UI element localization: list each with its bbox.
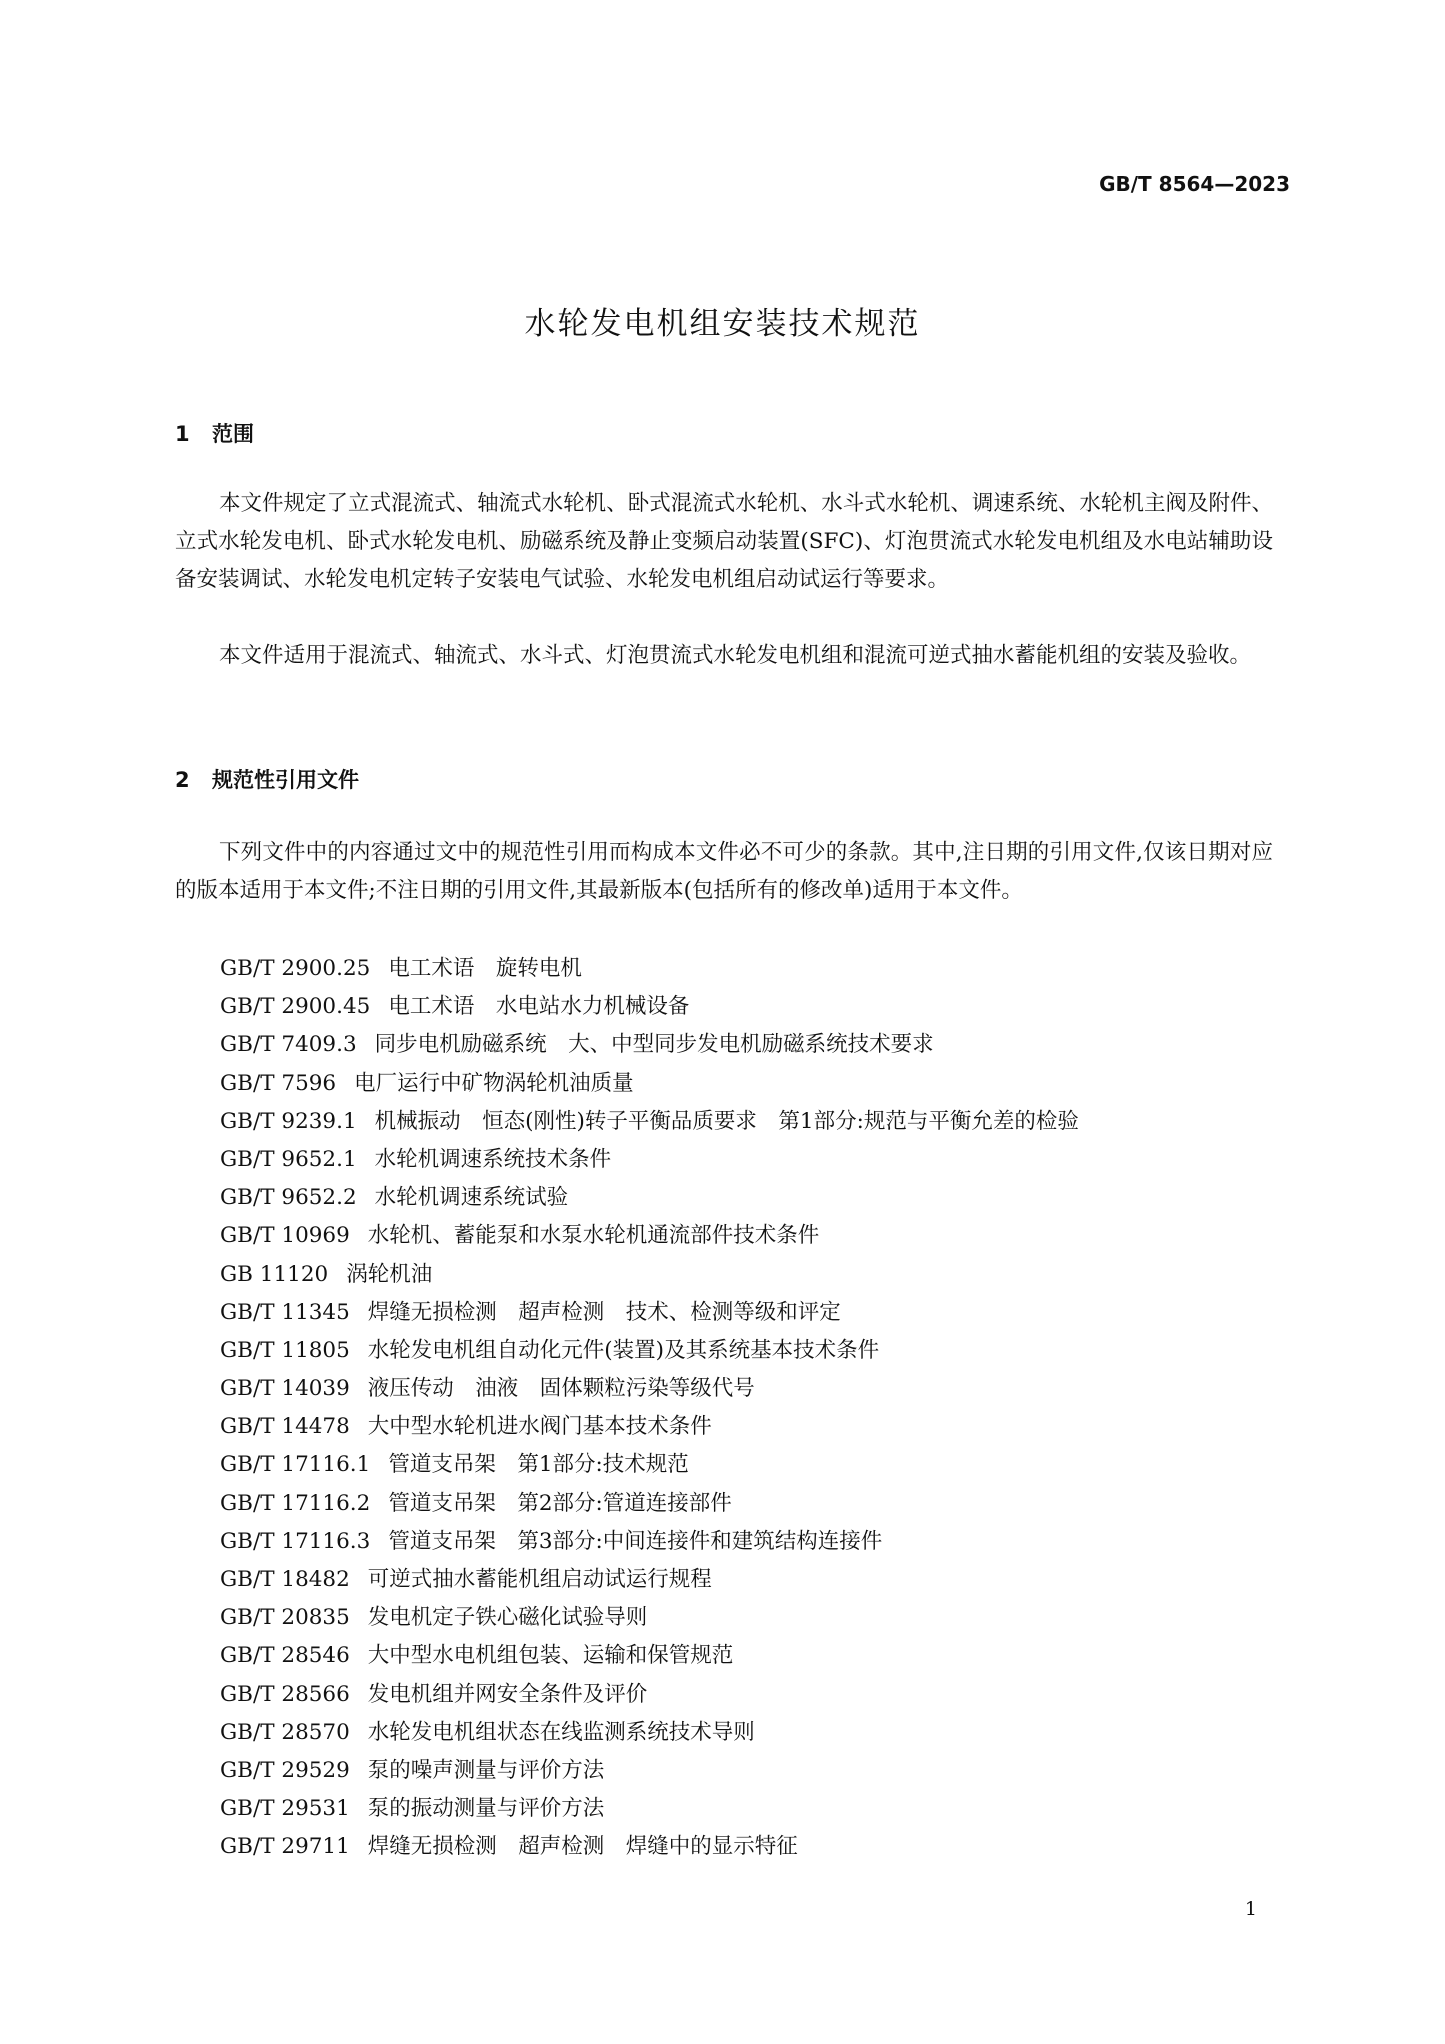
section-heading-scope [175, 418, 254, 448]
reference-item [220, 1485, 1079, 1523]
reference-item [220, 1408, 1079, 1446]
reference-title: 大中型水电机组包装、运输和保管规范 [367, 1643, 734, 1669]
reference-title: 焊缝无损检测 超声检测 技术、检测等级和评定 [367, 1299, 841, 1325]
reference-item [220, 1370, 1079, 1408]
reference-title: 液压传动 油液 固体颗粒污染等级代号 [367, 1376, 755, 1402]
document-title: 水轮发电机组安装技术规范 [524, 306, 921, 342]
reference-code: GB/T 29529 [220, 1757, 350, 1783]
reference-title: 电工术语 水电站水力机械设备 [388, 994, 690, 1020]
section-heading-normative-references [175, 764, 359, 794]
reference-code: GB/T 28570 [220, 1719, 350, 1745]
reference-title: 电厂运行中矿物涡轮机油质量 [354, 1070, 634, 1096]
reference-item [220, 988, 1079, 1026]
reference-item [220, 1446, 1079, 1484]
reference-title: 同步电机励磁系统 大、中型同步发电机励磁系统技术要求 [374, 1032, 934, 1058]
reference-code: GB/T 29531 [220, 1796, 350, 1822]
scope-paragraph-2: 本文件适用于混流式、轴流式、水斗式、灯泡贯流式水轮发电机组和混流可逆式抽水蓄能机组的安装及验收。 [219, 643, 1252, 668]
reference-item [220, 1294, 1079, 1332]
reference-item [220, 1676, 1079, 1714]
reference-code: GB/T 17116.1 [220, 1452, 371, 1478]
reference-code: GB/T 2900.25 [220, 956, 371, 981]
reference-code: GB/T 29711 [220, 1834, 350, 1860]
reference-title: 电工术语 旋转电机 [388, 956, 582, 981]
reference-code: GB/T 9652.1 [220, 1146, 357, 1172]
reference-title: 水轮发电机组状态在线监测系统技术导则 [367, 1719, 755, 1745]
reference-title: 焊缝无损检测 超声检测 焊缝中的显示特征 [367, 1834, 798, 1860]
reference-title: 可逆式抽水蓄能机组启动试运行规程 [367, 1567, 712, 1592]
reference-item [220, 1637, 1079, 1675]
reference-code: GB/T 9239.1 [220, 1108, 357, 1134]
reference-title: 大中型水轮机进水阀门基本技术条件 [367, 1414, 712, 1440]
reference-code: GB/T 10969 [220, 1223, 350, 1249]
reference-code: GB 11120 [220, 1261, 329, 1287]
reference-code: GB/T 28566 [220, 1681, 350, 1707]
reference-item [220, 1523, 1079, 1561]
reference-title: 水轮机、蓄能泵和水泵水轮机通流部件技术条件 [367, 1223, 820, 1249]
reference-item [220, 1065, 1079, 1103]
reference-code: GB/T 14039 [220, 1376, 350, 1402]
reference-list [220, 950, 1079, 1867]
reference-code: GB/T 14478 [220, 1414, 350, 1440]
reference-title: 水轮发电机组自动化元件(装置)及其系统基本技术条件 [367, 1337, 880, 1363]
reference-title: 涡轮机油 [346, 1261, 433, 1287]
reference-code: GB/T 28546 [220, 1643, 350, 1669]
reference-title: 发电机组并网安全条件及评价 [367, 1681, 648, 1707]
reference-item [220, 1217, 1079, 1255]
reference-item [220, 1561, 1079, 1599]
reference-code: GB/T 11805 [220, 1337, 350, 1363]
reference-code: GB/T 17116.3 [220, 1528, 371, 1554]
scope-paragraph-1: 本文件规定了立式混流式、轴流式水轮机、卧式混流式水轮机、水斗式水轮机、调速系统、水轮机主阀及附件、立式水轮发电机、卧式水轮发电机、励磁系统及静止变频启动装置(SFC)、灯泡贯流式水轮发电机组及水电站辅助设备安装调试、水轮发电机定转子安装电气试验、水轮发电机组启动试运行等要求。 [175, 491, 1273, 592]
references-intro-paragraph: 下列文件中的内容通过文中的规范性引用而构成本文件必不可少的条款。其中,注日期的引用文件,仅该日期对应的版本适用于本文件;不注日期的引用文件,其最新版本(包括所有的修改单)适用于本文件。 [175, 840, 1273, 903]
reference-title: 发电机定子铁心磁化试验导则 [367, 1605, 648, 1631]
reference-item [220, 1332, 1079, 1370]
reference-item [220, 1790, 1079, 1828]
reference-title: 管道支吊架 第1部分:技术规范 [388, 1452, 689, 1478]
reference-code: GB/T 17116.2 [220, 1490, 371, 1516]
reference-item [220, 1026, 1079, 1064]
reference-item [220, 1752, 1079, 1790]
reference-code: GB/T 20835 [220, 1605, 350, 1631]
reference-code: GB/T 7596 [220, 1070, 337, 1096]
reference-code: GB/T 9652.2 [220, 1185, 357, 1211]
reference-item [220, 1179, 1079, 1217]
reference-item [220, 1141, 1079, 1179]
section-title: 范围 [212, 422, 254, 446]
reference-item [220, 1599, 1079, 1637]
section-title: 规范性引用文件 [212, 768, 359, 792]
reference-title: 泵的噪声测量与评价方法 [367, 1757, 605, 1783]
reference-code: GB/T 7409.3 [220, 1032, 357, 1058]
reference-title: 泵的振动测量与评价方法 [367, 1796, 605, 1822]
reference-item [220, 1103, 1079, 1141]
section-number: 2 [175, 768, 190, 792]
reference-code: GB/T 18482 [220, 1567, 350, 1592]
reference-code: GB/T 2900.45 [220, 994, 371, 1020]
reference-title: 管道支吊架 第2部分:管道连接部件 [388, 1490, 732, 1516]
reference-title: 水轮机调速系统试验 [374, 1185, 569, 1211]
page-number: 1 [1244, 1898, 1257, 1920]
reference-item [220, 1256, 1079, 1294]
reference-title: 水轮机调速系统技术条件 [374, 1146, 612, 1172]
reference-code: GB/T 11345 [220, 1299, 350, 1325]
reference-item [220, 950, 1079, 988]
reference-title: 机械振动 恒态(刚性)转子平衡品质要求 第1部分:规范与平衡允差的检验 [374, 1108, 1079, 1134]
reference-title: 管道支吊架 第3部分:中间连接件和建筑结构连接件 [388, 1528, 883, 1554]
document-code: GB/T 8564—2023 [1099, 172, 1290, 196]
reference-item [220, 1714, 1079, 1752]
reference-item [220, 1828, 1079, 1866]
section-number: 1 [175, 422, 190, 446]
